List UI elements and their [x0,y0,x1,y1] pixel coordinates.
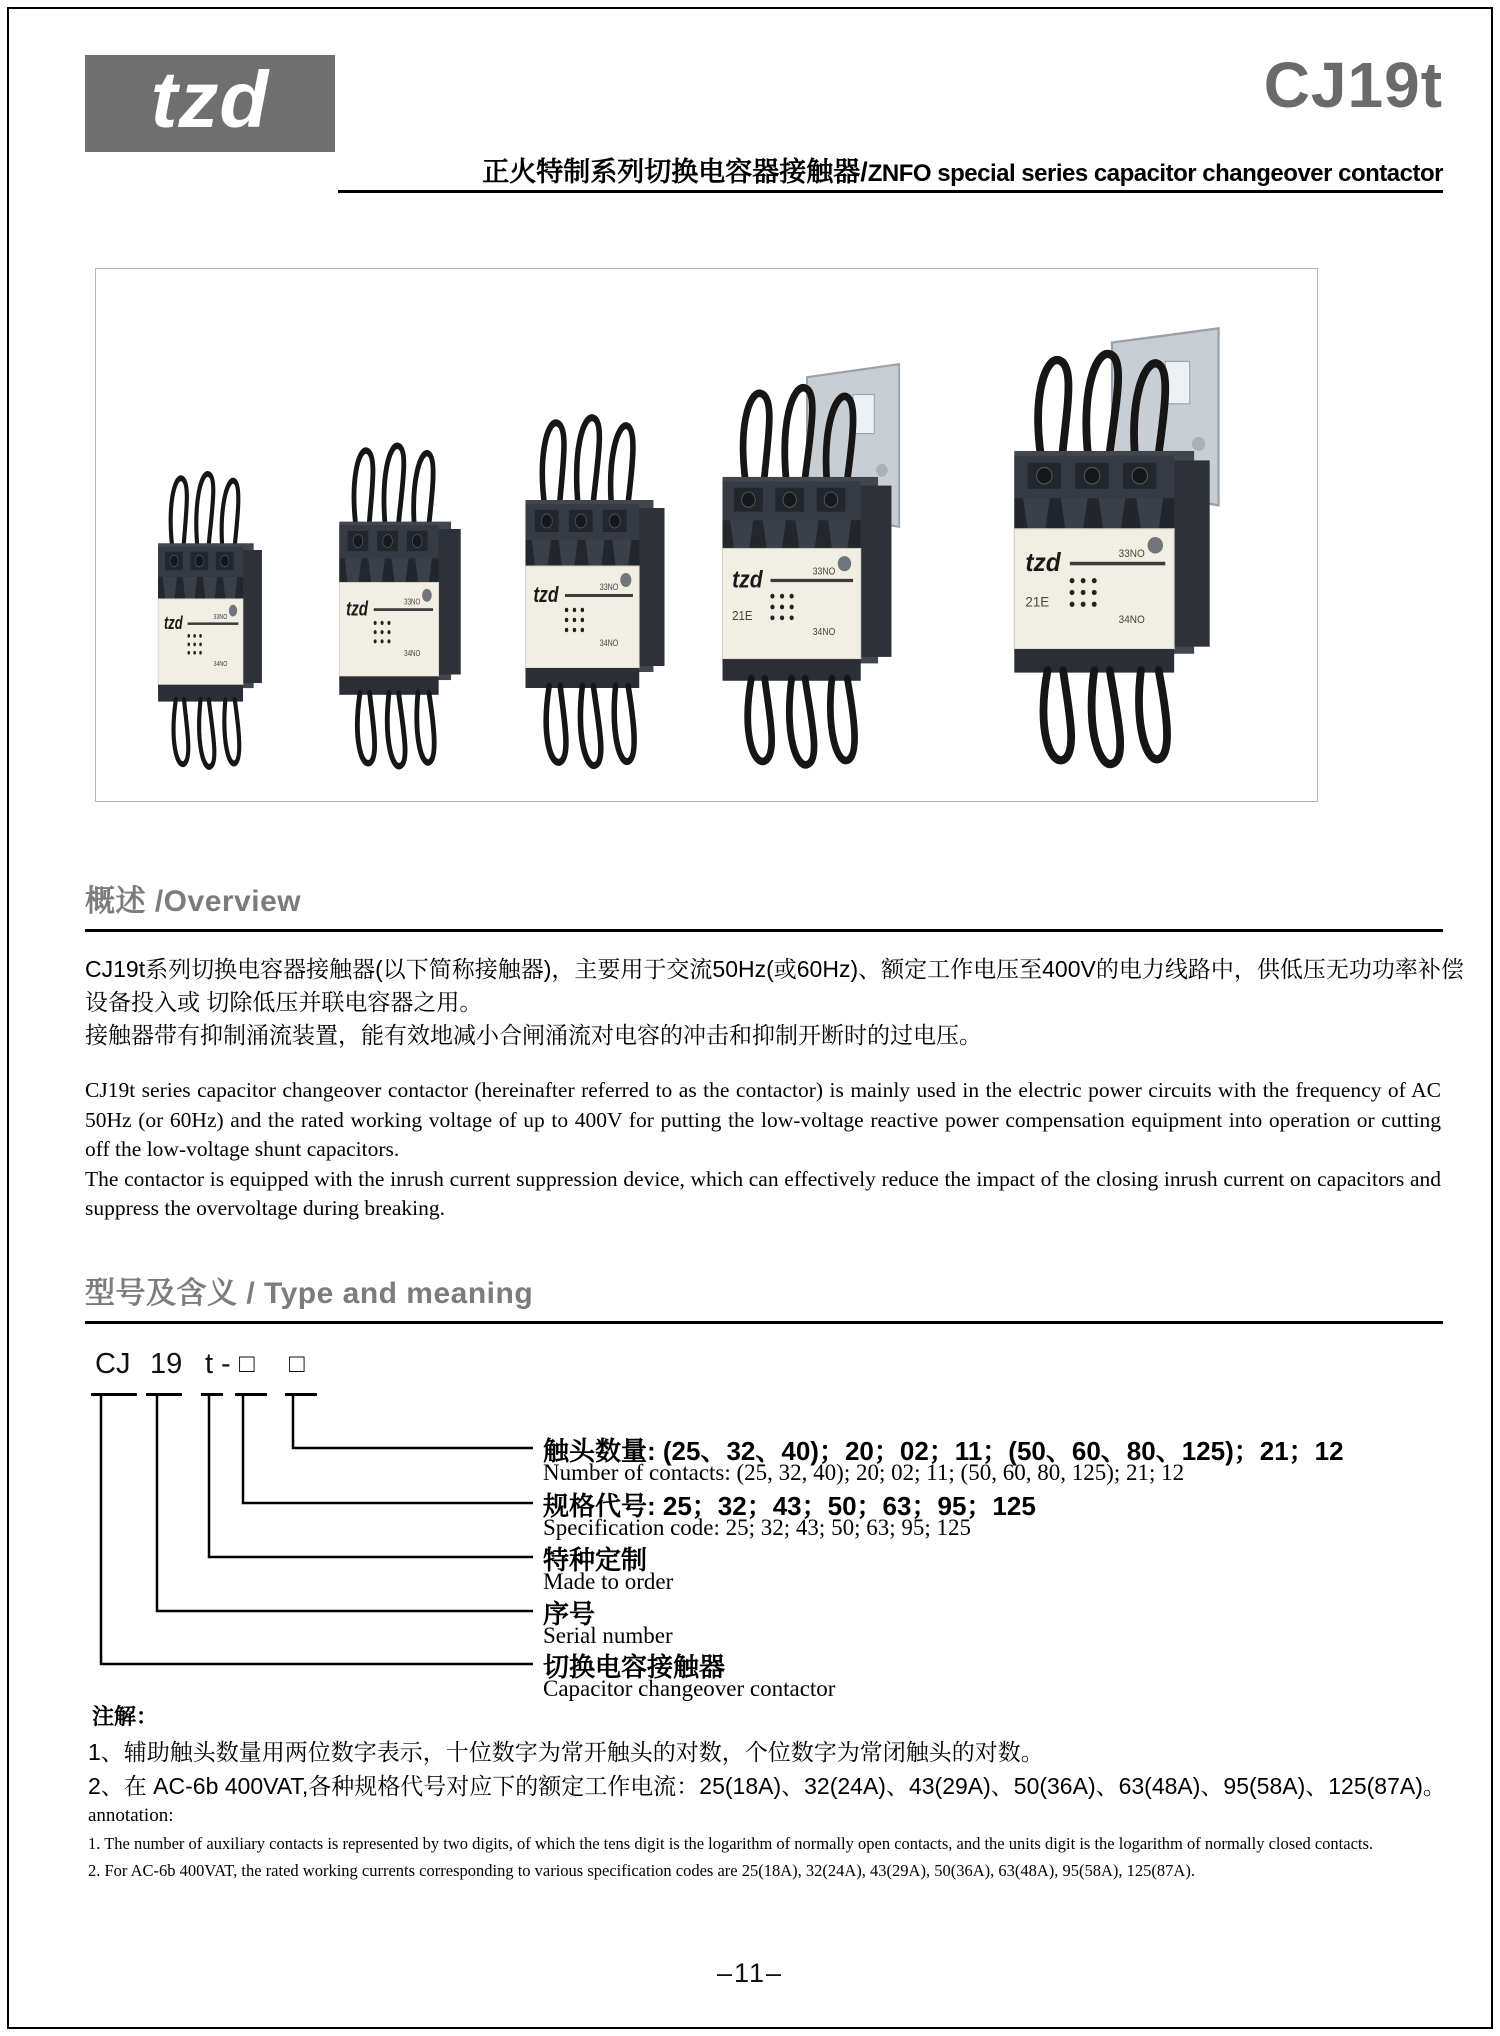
model-code-segment: CJ [95,1348,131,1380]
notes-zh-header: 注解： [92,1704,159,1729]
model-code-segment: □ [239,1348,255,1378]
svg-text:33NO: 33NO [1118,548,1145,561]
type-row-label-zh: 序号 [543,1599,596,1629]
type-row-label-en: Capacitor changeover contactor [543,1676,836,1701]
product-photo [95,268,1318,802]
brand-logo-text: tzd [150,54,270,144]
overview-en-paragraph: The contactor is equipped with the inrush current suppression device, which can effectively reduce the impact of the closing inrush current on capacitors and suppress the overvoltage during breaking. [85,1166,1441,1220]
svg-text:tzd: tzd [346,597,369,621]
type-row-label-zh: 规格代号: 25；32；43；50；63；95；125 [543,1491,1036,1521]
svg-text:tzd: tzd [1025,548,1061,578]
svg-text:tzd: tzd [732,566,763,593]
svg-text:tzd: tzd [163,614,183,634]
overview-text-chinese [85,953,1464,1052]
subtitle-english: ZNFO special series capacitor changeover contactor [867,160,1443,187]
model-code-segment: □ [289,1348,305,1378]
type-row-label-zh: 触头数量: (25、32、40)；20；02；11；(50、60、80、125)；21；12 [543,1436,1344,1466]
svg-text:33NO: 33NO [599,582,619,593]
contactor-image [331,424,469,774]
type-row-label-zh: 特种定制 [543,1545,648,1575]
subtitle-chinese: 正火特制系列切换电容器接触器/ [482,157,868,187]
contactor-image [516,394,674,774]
note-en-item: 1. The number of auxiliary contacts is represented by two digits, of which the tens digit is the logarithm of normally open contacts, and the units digit is the logarithm of normally closed contacts. [88,1834,1374,1853]
notes-en-header: annotation: [88,1805,174,1826]
overview-text-english [85,1076,1441,1224]
svg-text:34NO: 34NO [404,648,421,659]
type-meaning-rule [85,1321,1443,1324]
overview-zh-line: CJ19t系列切换电容器接触器(以下简称接触器)，主要用于交流50Hz(或60Hz)、额定工作电压至400V的电力线路中，供低压无功功率补偿 [85,956,1464,982]
svg-text:34NO: 34NO [1118,614,1145,627]
contactor-image [151,454,269,774]
note-zh-item: 1、辅助触头数量用两位数字表示，十位数字为常开触头的对数，个位数字为常闭触头的对数。 [88,1739,1044,1765]
svg-text:33NO: 33NO [812,566,836,577]
note-en-item: 2. For AC-6b 400VAT, the rated working currents corresponding to various specification codes are 25(18A), 32(24A), 43(29A), 50(36A), 63(48A), 95(58A), 125(87A). [88,1861,1195,1880]
type-row-label-en: Number of contacts: (25, 32, 40); 20; 02; 11; (50, 60, 80, 125); 21; 12 [543,1460,1185,1485]
svg-text:33NO: 33NO [213,613,228,622]
product-model-title: CJ19t [1263,49,1443,121]
svg-text:21E: 21E [1025,594,1050,610]
overview-zh-line: 设备投入或 切除低压并联电容器之用。 [85,989,483,1015]
model-code-segment: 19 [150,1348,183,1380]
model-code-segment: t [205,1348,214,1380]
contactor-image [711,362,903,774]
svg-text:33NO: 33NO [404,596,421,607]
page-number: –11– [716,1958,784,1988]
svg-text:21E: 21E [732,608,753,624]
svg-text:tzd: tzd [533,583,559,608]
type-code-diagram [85,1340,1470,1720]
header-rule [338,190,1443,193]
type-row-label-en: Specification code: 25; 32; 43; 50; 63; 95; 125 [543,1515,971,1540]
note-zh-item: 2、在 AC-6b 400VAT,各种规格代号对应下的额定工作电流：25(18A)、32(24A)、43(29A)、50(36A)、63(48A)、95(58A)、125(87A)。 [88,1773,1446,1799]
svg-text:34NO: 34NO [812,626,836,638]
model-code-segment: - [221,1348,231,1380]
overview-rule [85,929,1443,932]
contactor-image [1001,326,1223,774]
svg-text:34NO: 34NO [213,660,228,669]
type-meaning-heading: 型号及含义 / Type and meaning [85,1277,534,1310]
type-row-label-zh: 切换电容接触器 [543,1652,726,1682]
overview-heading: 概述 /Overview [85,885,302,918]
brand-logo [85,55,335,152]
type-row-label-en: Made to order [543,1569,674,1594]
type-row-label-en: Serial number [543,1623,673,1648]
overview-zh-line: 接触器带有抑制涌流装置，能有效地减小合闸涌流对电容的冲击和抑制开断时的过电压。 [85,1022,982,1048]
overview-en-paragraph: CJ19t series capacitor changeover contactor (hereinafter referred to as the contactor) is mainly used in the electric power circuits with the frequency of AC 50Hz (or 60Hz) and the rated working voltage of up to 400V for putting the low-voltage reactive power compensation equipment into operation or cutting off the low-voltage shunt capacitors. [85,1078,1441,1161]
svg-text:34NO: 34NO [599,638,619,649]
page-subtitle [482,150,1443,189]
